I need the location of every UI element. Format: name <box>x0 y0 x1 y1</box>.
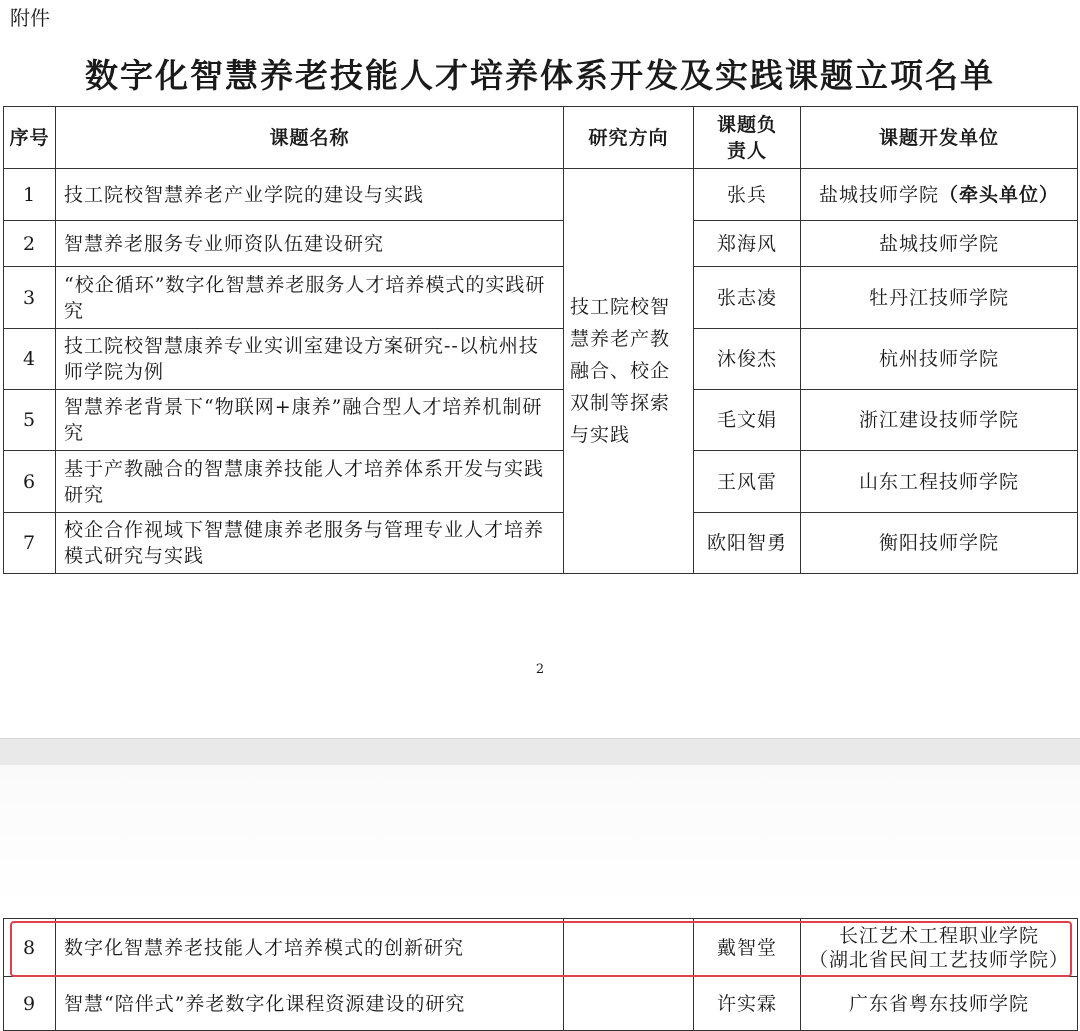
row-leader: 戴智堂 <box>694 919 801 977</box>
header-direction: 研究方向 <box>564 107 694 169</box>
row-index: 4 <box>4 329 56 390</box>
table-row <box>4 977 1078 1031</box>
row-name: 技工院校智慧康养专业实训室建设方案研究--以杭州技师学院为例 <box>56 329 564 390</box>
table-row <box>4 919 1078 977</box>
row-index: 6 <box>4 451 56 513</box>
row-name: “校企循环”数字化智慧养老服务人才培养模式的实践研究 <box>56 267 564 329</box>
row-index: 3 <box>4 267 56 329</box>
row-index: 7 <box>4 513 56 574</box>
row-unit <box>801 919 1078 977</box>
row-name: 数字化智慧养老技能人才培养模式的创新研究 <box>56 919 564 977</box>
document-title: 数字化智慧养老技能人才培养体系开发及实践课题立项名单 <box>85 56 995 95</box>
row-unit: 广东省粤东技师学院 <box>801 977 1078 1031</box>
row-index: 1 <box>4 169 56 221</box>
row-leader: 王风雷 <box>694 451 801 513</box>
page-number: 2 <box>535 662 545 677</box>
row-unit: 牡丹江技师学院 <box>801 267 1078 329</box>
row-index: 8 <box>4 919 56 977</box>
row-name: 技工院校智慧养老产业学院的建设与实践 <box>56 169 564 221</box>
row-leader: 沐俊杰 <box>694 329 801 390</box>
row-leader: 欧阳智勇 <box>694 513 801 574</box>
attachment-label: 附件 <box>10 6 50 30</box>
table-row <box>4 221 1078 267</box>
row-leader: 张兵 <box>694 169 801 221</box>
table-header-row <box>4 107 1078 169</box>
lead-unit-note: （牵头单位） <box>939 183 1060 206</box>
table-row <box>4 451 1078 513</box>
row-direction-empty <box>564 919 694 977</box>
row-name: 智慧养老服务专业师资队伍建设研究 <box>56 221 564 267</box>
page-separator <box>0 738 1080 766</box>
research-direction: 技工院校智慧养老产教融合、校企双制等探索与实践 <box>564 169 694 574</box>
table-row <box>4 267 1078 329</box>
row-unit-line2: （湖北省民间工艺技师学院） <box>808 948 1069 971</box>
row-leader: 毛文娟 <box>694 390 801 451</box>
row-name: 基于产教融合的智慧康养技能人才培养体系开发与实践研究 <box>56 451 564 513</box>
header-index: 序号 <box>4 107 56 169</box>
table-row <box>4 513 1078 574</box>
header-name: 课题名称 <box>56 107 564 169</box>
row-name: 智慧养老背景下“物联网+康养”融合型人才培养机制研究 <box>56 390 564 451</box>
row-name: 智慧“陪伴式”养老数字化课程资源建设的研究 <box>56 977 564 1031</box>
table-row <box>4 169 1078 221</box>
header-leader: 课题负责人 <box>694 107 801 169</box>
project-table <box>3 106 1078 574</box>
row-index: 2 <box>4 221 56 267</box>
row-index: 5 <box>4 390 56 451</box>
row-unit: 盐城技师学院（牵头单位） <box>801 169 1078 221</box>
row-name: 校企合作视域下智慧健康养老服务与管理专业人才培养模式研究与实践 <box>56 513 564 574</box>
row-leader: 郑海风 <box>694 221 801 267</box>
row-unit: 盐城技师学院 <box>801 221 1078 267</box>
row-leader: 张志凌 <box>694 267 801 329</box>
row-unit: 浙江建设技师学院 <box>801 390 1078 451</box>
row-leader: 许实霖 <box>694 977 801 1031</box>
header-unit: 课题开发单位 <box>801 107 1078 169</box>
table-row <box>4 329 1078 390</box>
project-table-continued <box>3 918 1078 1031</box>
row-unit: 杭州技师学院 <box>801 329 1078 390</box>
table-row <box>4 390 1078 451</box>
row-unit-line1: 长江艺术工程职业学院 <box>838 924 1039 947</box>
row-direction-empty <box>564 977 694 1031</box>
row-index: 9 <box>4 977 56 1031</box>
row-unit: 衡阳技师学院 <box>801 513 1078 574</box>
row-unit: 山东工程技师学院 <box>801 451 1078 513</box>
